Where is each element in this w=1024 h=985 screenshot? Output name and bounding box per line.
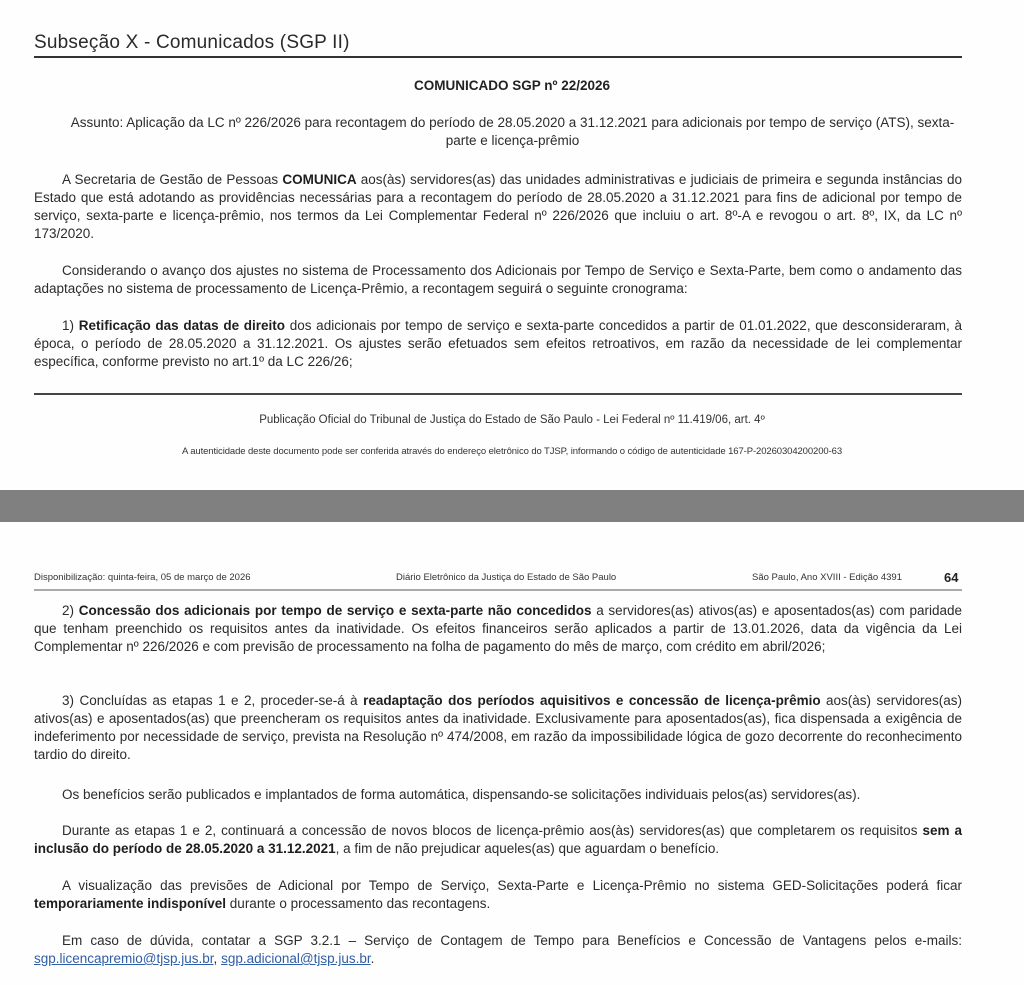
- text: a servidores(as) ativos(as) e aposentados(as) com paridade que tenham preenchido os requisitos antes da inatividade. Os efeitos financeiros serão aplicados a partir de 13.01.2026, data da vigência da Lei Complementar nº 226/2026 e com previsão de processamento na folha de pagamento do mês de março, com crédito em abril/2026;: [34, 603, 962, 654]
- bold-text: Retificação das datas de direito: [78, 318, 286, 333]
- text: Em caso de dúvida, contatar a SGP 3.2.1 – Serviço de Contagem de Tempo para Benefícios e Concessão de Vantagens pelos e-mails:: [62, 933, 962, 948]
- paragraph-contact: [34, 932, 962, 968]
- text: .: [370, 951, 375, 966]
- page-2: [0, 522, 1024, 985]
- paragraph-visualization: [34, 877, 962, 913]
- text: 1): [62, 318, 79, 333]
- bold-text: COMUNICA: [282, 172, 357, 187]
- paragraph-comunica: [34, 171, 962, 243]
- comunicado-title: COMUNICADO SGP nº 22/2026: [414, 78, 610, 93]
- email-link-licencapremio[interactable]: sgp.licencapremio@tjsp.jus.br: [34, 951, 214, 966]
- journal-name: Diário Eletrônico da Justiça do Estado de São Paulo: [396, 572, 617, 583]
- email-link-adicional[interactable]: sgp.adicional@tjsp.jus.br: [221, 951, 371, 966]
- availability-date: Disponibilização: quinta-feira, 05 de março de 2026: [34, 572, 251, 583]
- paragraph-during: [34, 822, 962, 858]
- edition-info: São Paulo, Ano XVIII - Edição 4391: [752, 572, 902, 583]
- page-number: 64: [944, 570, 959, 585]
- page-header: [34, 572, 962, 591]
- text: A Secretaria de Gestão de Pessoas: [62, 172, 283, 187]
- text: 2): [62, 603, 79, 618]
- paragraph-benefits: Os benefícios serão publicados e implantados de forma automática, dispensando-se solicitações individuais pelos(as) servidores(as).: [62, 787, 861, 802]
- bold-text: readaptação dos períodos aquisitivos e concessão de licença-prêmio: [363, 693, 821, 708]
- assunto: Assunto: Aplicação da LC nº 226/2026 para recontagem do período de 28.05.2020 a 31.12.2021 para adicionais por tempo de serviço (ATS), sexta-parte e licença-prêmio: [70, 115, 955, 148]
- page-separator: [0, 490, 1024, 522]
- text: dos adicionais por tempo de serviço e sexta-parte concedidos a partir de 01.01.2022, que desconsideraram, à época, o período de 28.05.2020 a 31.12.2021. Os ajustes serão efetuados sem efeitos retroativos, em razão da necessidade de lei complementar específica, conforme previsto no art.1º da LC 226/26;: [34, 318, 962, 369]
- page-1: [0, 0, 1024, 490]
- text: aos(às) servidores(as) das unidades administrativas e judiciais de primeira e segunda instâncias do Estado que está adotando as providências necessárias para a recontagem do período de 28.05.2020 a 31.12.2021 para fins de adicional por tempo de serviço, sexta-parte e licença-prêmio, nos termos da Lei Complementar Federal nº 226/2026 que incluiu o art. 8º-A e revogou o art. 8º, IX, da LC nº 173/2020.: [34, 172, 962, 241]
- text: durante o processamento das recontagens.: [226, 896, 491, 911]
- text: 3) Concluídas as etapas 1 e 2, proceder-se-á à: [62, 693, 364, 708]
- text: , a fim de não prejudicar aqueles(as) que aguardam o benefício.: [335, 841, 720, 856]
- bold-text: sem a inclusão do período de 28.05.2020 a 31.12.2021: [34, 823, 963, 856]
- item-3: [34, 692, 962, 764]
- bold-text: Concessão dos adicionais por tempo de serviço e sexta-parte não concedidos: [78, 603, 592, 618]
- publication-line: Publicação Oficial do Tribunal de Justiça do Estado de São Paulo - Lei Federal nº 11.419/06, art. 4º: [259, 414, 765, 426]
- text: aos(às) servidores(as) ativos(as) e aposentados(as) que preencheram os requisitos antes da inatividade. Exclusivamente para aposentados(as), fica dispensada a exigência de indeferimento por necessidade de serviço, prevista na Resolução nº 474/2008, em razão da impossibilidade lógica de gozo decorrente do reconhecimento tardio do direito.: [34, 693, 962, 762]
- item-1: [34, 317, 962, 371]
- section-title: Subseção X - Comunicados (SGP II): [34, 32, 962, 58]
- text: Durante as etapas 1 e 2, continuará a concessão de novos blocos de licença-prêmio aos(às) servidores(as) que completarem os requisitos: [62, 823, 923, 838]
- bold-text: temporariamente indisponível: [34, 896, 227, 911]
- text: ,: [213, 951, 222, 966]
- divider: [34, 393, 962, 395]
- authenticity-line: A autenticidade deste documento pode ser conferida através do endereço eletrônico do TJSP, informando o código de autenticidade 167-P-20260304200200-63: [181, 446, 843, 457]
- text: A visualização das previsões de Adicional por Tempo de Serviço, Sexta-Parte e Licença-Prêmio no sistema GED-Solicitações poderá ficar: [62, 878, 962, 893]
- paragraph-considerando: Considerando o avanço dos ajustes no sistema de Processamento dos Adicionais por Tempo de Serviço e Sexta-Parte, bem como o andamento das adaptações no sistema de processamento de Licença-Prêmio, a recontagem seguirá o seguinte cronograma:: [34, 263, 962, 296]
- item-2: [34, 602, 962, 656]
